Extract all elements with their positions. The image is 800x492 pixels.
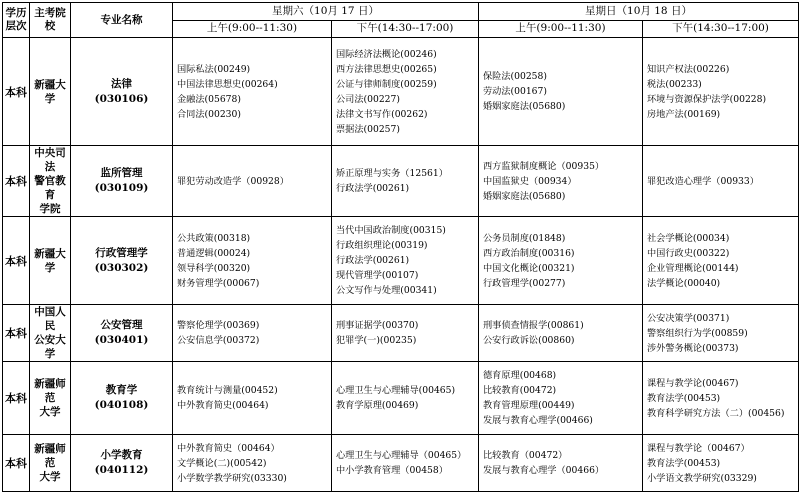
course-item: 婚姻家庭法(05680) bbox=[483, 101, 566, 112]
level-text: 本科 bbox=[5, 327, 27, 340]
course-item: 房地产法(00169) bbox=[647, 108, 721, 120]
course-cell-sun-pm bbox=[643, 217, 799, 305]
course-cell-sun-pm bbox=[643, 362, 799, 435]
school-line: 中央司法 bbox=[34, 147, 66, 173]
course-item: 行政管理学(00277) bbox=[483, 277, 566, 289]
course-cell-sat-pm bbox=[332, 146, 479, 217]
school-line: 警官教育 bbox=[34, 175, 66, 201]
course-item: 公务员制度(01848) bbox=[483, 232, 566, 244]
course-item: 德育原理(00468) bbox=[483, 370, 557, 381]
school-line: 大学 bbox=[39, 471, 61, 483]
course-item: 刑事侦查情报学(00861) bbox=[483, 320, 584, 331]
course-item: 教育科学研究方法（二）(00456) bbox=[647, 407, 785, 419]
level-cell bbox=[3, 435, 30, 492]
course-item: 中国监狱史（00934） bbox=[483, 175, 577, 187]
course-cell-sat-am bbox=[173, 305, 332, 362]
course-cell-sat-am bbox=[173, 435, 332, 492]
level-text: 本科 bbox=[5, 175, 27, 188]
school-cell bbox=[30, 362, 71, 435]
school-cell bbox=[30, 305, 71, 362]
course-item: 刑事证据学(00370) bbox=[336, 320, 419, 331]
course-cell-sat-am bbox=[173, 362, 332, 435]
table-row bbox=[3, 362, 799, 435]
course-cell-sun-pm bbox=[643, 38, 799, 146]
course-cell-sat-am bbox=[173, 146, 332, 217]
course-item: 小学语文教学研究(03329) bbox=[647, 472, 757, 484]
school-line: 学院 bbox=[39, 203, 61, 215]
course-cell-sun-pm bbox=[643, 435, 799, 492]
course-item: 犯罪学(一)(00235) bbox=[336, 335, 417, 346]
course-item: 比较教育（00472） bbox=[483, 450, 568, 461]
header-level-text: 学历层次 bbox=[5, 7, 27, 32]
course-item: 心理卫生与心理辅导(00465) bbox=[336, 385, 456, 396]
major-code: (030401) bbox=[94, 334, 149, 346]
course-item: 知识产权法(00226) bbox=[647, 63, 730, 75]
header-day2-pm bbox=[643, 20, 799, 38]
course-item: 罪犯改造心理学（00933） bbox=[647, 175, 759, 187]
course-item: 小学数学教学研究(03330) bbox=[177, 472, 287, 484]
table-row bbox=[3, 217, 799, 305]
school-line: 中国人民 bbox=[34, 306, 66, 332]
level-text: 本科 bbox=[5, 392, 27, 405]
header-major bbox=[71, 3, 173, 38]
course-item: 西方政治制度(00316) bbox=[483, 247, 575, 259]
level-cell bbox=[3, 217, 30, 305]
course-cell-sat-am bbox=[173, 217, 332, 305]
course-item: 企业管理概论(00144) bbox=[647, 262, 739, 274]
course-item: 公证与律师制度(00259) bbox=[336, 78, 437, 90]
header-level bbox=[3, 3, 30, 38]
course-item: 当代中国政治制度(00315) bbox=[336, 225, 446, 236]
course-item: 西方监狱制度概论（00935） bbox=[483, 160, 605, 172]
course-item: 票据法(00257) bbox=[336, 123, 400, 135]
header-day1-pm-text: 下午(14:30--17:00) bbox=[356, 22, 454, 35]
course-cell-sat-pm bbox=[332, 217, 479, 305]
level-text: 本科 bbox=[5, 457, 27, 470]
table-row bbox=[3, 305, 799, 362]
course-item: 发展与教育心理学（00466） bbox=[483, 465, 605, 476]
course-item: 警察组织行为学(00859) bbox=[647, 327, 748, 339]
school-cell bbox=[30, 38, 71, 146]
course-item: 中小学教育管理（00458） bbox=[336, 465, 448, 476]
school-cell bbox=[30, 435, 71, 492]
major-code: (030109) bbox=[94, 182, 149, 194]
course-item: 婚姻家庭法(05680) bbox=[483, 190, 566, 202]
course-item: 公安决策学(00371) bbox=[647, 312, 730, 324]
header-day2-am bbox=[479, 20, 643, 38]
school-line: 新疆师范 bbox=[34, 378, 66, 404]
major-cell bbox=[71, 146, 173, 217]
header-day1 bbox=[173, 3, 479, 21]
course-item: 中外教育简史（00464） bbox=[177, 442, 280, 454]
header-day2 bbox=[479, 3, 799, 21]
table-row bbox=[3, 146, 799, 217]
header-school-text: 主考院校 bbox=[34, 7, 66, 32]
course-item: 公司法(00227) bbox=[336, 93, 400, 105]
course-cell-sun-am bbox=[479, 38, 643, 146]
school-line: 新疆大学 bbox=[34, 247, 66, 274]
course-item: 法学概论(00040) bbox=[647, 277, 721, 289]
header-school bbox=[30, 3, 71, 38]
course-item: 金融法(05678) bbox=[177, 93, 241, 105]
course-item: 教育法学(00453) bbox=[647, 392, 721, 404]
course-item: 税法(00233) bbox=[647, 78, 702, 90]
table-row bbox=[3, 38, 799, 146]
level-text: 本科 bbox=[5, 85, 27, 99]
course-item: 公共政策(00318) bbox=[177, 232, 251, 244]
course-cell-sun-am bbox=[479, 435, 643, 492]
header-day1-pm bbox=[332, 20, 479, 38]
course-item: 现代管理学(00107) bbox=[336, 270, 419, 281]
course-item: 罪犯劳动改造学（00928） bbox=[177, 175, 289, 187]
course-cell-sat-pm bbox=[332, 435, 479, 492]
major-name: 公安管理 bbox=[100, 319, 143, 331]
major-code: (030106) bbox=[94, 92, 149, 105]
major-name: 行政管理学 bbox=[95, 246, 148, 259]
course-item: 行政法学(00261) bbox=[336, 255, 410, 266]
major-name: 小学教育 bbox=[100, 449, 143, 461]
course-item: 领导科学(00320) bbox=[177, 262, 251, 274]
major-code: (040108) bbox=[94, 399, 149, 411]
course-item: 合同法(00230) bbox=[177, 108, 241, 120]
header-day2-text: 星期日（10月 18 日） bbox=[585, 4, 692, 17]
level-cell bbox=[3, 305, 30, 362]
course-item: 行政法学(00261) bbox=[336, 183, 410, 194]
course-item: 中国法律思想史(00264) bbox=[177, 78, 278, 90]
header-day1-am-text: 上午(9:00--11:30) bbox=[206, 22, 298, 35]
course-cell-sun-am bbox=[479, 217, 643, 305]
school-line: 新疆师范 bbox=[34, 443, 66, 469]
course-cell-sun-pm bbox=[643, 146, 799, 217]
level-cell bbox=[3, 38, 30, 146]
course-item: 公文写作与处理(00341) bbox=[336, 285, 437, 296]
major-name: 监所管理 bbox=[100, 167, 143, 179]
level-cell bbox=[3, 146, 30, 217]
major-name: 法律 bbox=[111, 77, 132, 90]
header-day1-am bbox=[173, 20, 332, 38]
course-item: 财务管理学(00067) bbox=[177, 277, 260, 289]
school-line: 大学 bbox=[39, 406, 61, 418]
course-cell-sat-pm bbox=[332, 305, 479, 362]
course-item: 西方法律思想史(00265) bbox=[336, 63, 437, 75]
header-day1-text: 星期六（10月 17 日） bbox=[272, 4, 379, 17]
course-item: 国际经济法概论(00246) bbox=[336, 48, 437, 60]
header-day2-pm-text: 下午(14:30--17:00) bbox=[672, 22, 769, 35]
header-day2-am-text: 上午(9:00--11:30) bbox=[515, 22, 606, 35]
course-item: 保险法(00258) bbox=[483, 71, 547, 82]
course-item: 社会学概论(00034) bbox=[647, 232, 730, 244]
course-item: 劳动法(00167) bbox=[483, 86, 547, 97]
school-line: 公安大学 bbox=[34, 334, 66, 360]
major-name: 教育学 bbox=[105, 384, 138, 396]
major-cell bbox=[71, 435, 173, 492]
header-major-text: 专业名称 bbox=[100, 13, 143, 26]
major-cell bbox=[71, 362, 173, 435]
course-item: 教育管理原理(00449) bbox=[483, 400, 575, 411]
course-item: 公安行政诉讼(00860) bbox=[483, 335, 575, 346]
course-item: 心理卫生与心理辅导（00465） bbox=[336, 450, 467, 461]
course-cell-sat-am bbox=[173, 38, 332, 146]
table-row bbox=[3, 435, 799, 492]
course-item: 文学概论(二)(00542) bbox=[177, 457, 267, 469]
course-item: 比较教育(00472) bbox=[483, 385, 557, 396]
course-item: 发展与教育心理学(00466) bbox=[483, 415, 593, 426]
course-item: 教育学原理(00469) bbox=[336, 400, 419, 411]
course-item: 涉外警务概论(00373) bbox=[647, 342, 739, 354]
course-item: 课程与教学论（00467） bbox=[647, 442, 750, 454]
course-item: 教育法学(00453) bbox=[647, 457, 721, 469]
major-code: (030302) bbox=[94, 261, 149, 274]
school-line: 新疆大学 bbox=[34, 78, 66, 105]
course-item: 公安信息学(00372) bbox=[177, 335, 260, 346]
course-cell-sat-pm bbox=[332, 38, 479, 146]
course-cell-sat-pm bbox=[332, 362, 479, 435]
course-item: 中国行政史(00322) bbox=[647, 247, 730, 259]
course-cell-sun-am bbox=[479, 362, 643, 435]
course-item: 环境与资源保护法学(00228) bbox=[647, 93, 767, 105]
course-item: 国际私法(00249) bbox=[177, 63, 251, 75]
major-cell bbox=[71, 305, 173, 362]
course-item: 中国文化概论(00321) bbox=[483, 262, 575, 274]
course-item: 中外教育简史(00464) bbox=[177, 400, 269, 411]
course-item: 行政组织理论(00319) bbox=[336, 240, 428, 251]
major-code: (040112) bbox=[94, 464, 149, 476]
major-cell bbox=[71, 38, 173, 146]
course-cell-sun-am bbox=[479, 146, 643, 217]
course-cell-sun-am bbox=[479, 305, 643, 362]
school-cell bbox=[30, 217, 71, 305]
course-item: 普通逻辑(00024) bbox=[177, 247, 251, 259]
course-cell-sun-pm bbox=[643, 305, 799, 362]
course-item: 课程与教学论(00467) bbox=[647, 377, 739, 389]
exam-schedule-table bbox=[2, 2, 799, 492]
schedule-body bbox=[3, 38, 799, 492]
level-text: 本科 bbox=[5, 254, 27, 268]
course-item: 警察伦理学(00369) bbox=[177, 320, 260, 331]
course-item: 法律文书写作(00262) bbox=[336, 108, 428, 120]
course-item: 教育统计与测量(00452) bbox=[177, 385, 278, 396]
major-cell bbox=[71, 217, 173, 305]
level-cell bbox=[3, 362, 30, 435]
school-cell bbox=[30, 146, 71, 217]
course-item: 矫正原理与实务（12561） bbox=[336, 168, 448, 179]
